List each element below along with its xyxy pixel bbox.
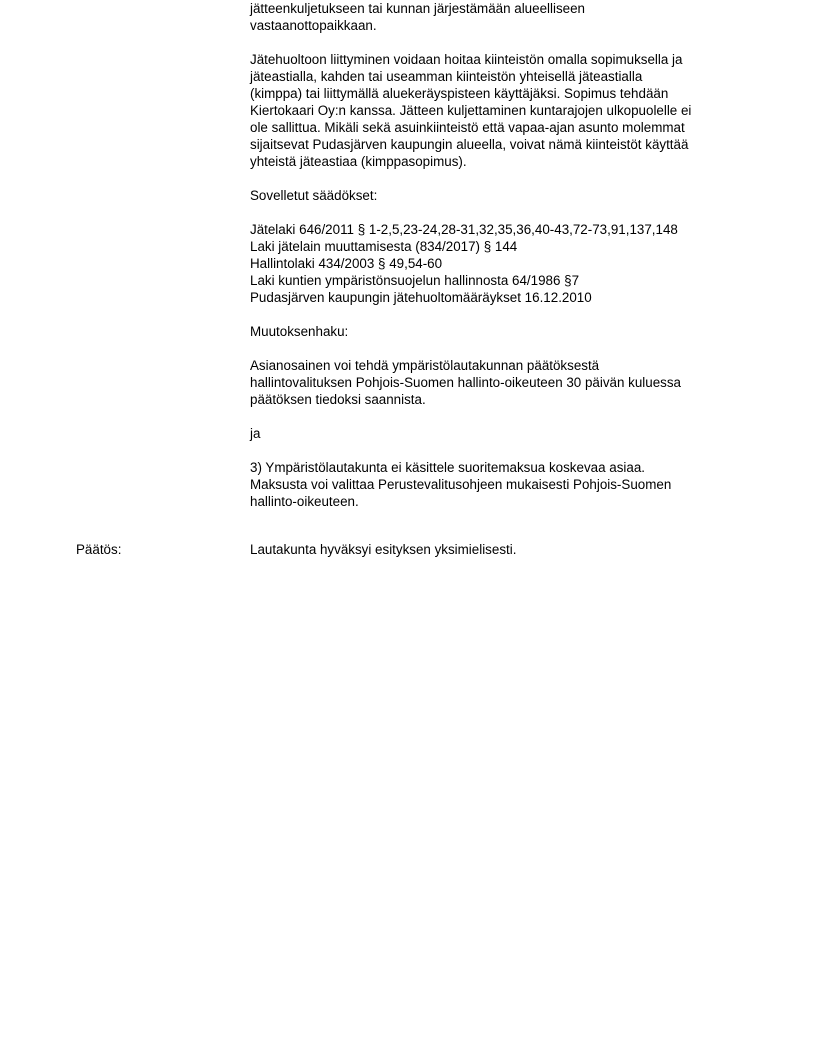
decision-text: Lautakunta hyväksyi esityksen yksimielisesti. [250, 542, 517, 557]
text-line: Asianosainen voi tehdä ympäristölautakunnan päätöksestä [250, 358, 600, 373]
text-line: Kiertokaari Oy:n kanssa. Jätteen kuljettaminen kuntarajojen ulkopuolelle ei [250, 103, 692, 118]
law-item: Hallintolaki 434/2003 § 49,54-60 [250, 256, 443, 271]
intro-tail-paragraph [250, 0, 750, 34]
text-line: vastaanottopaikkaan. [250, 18, 377, 33]
applied-laws-list [250, 221, 750, 306]
appeal-heading: Muutoksenhaku: [250, 324, 349, 339]
text-line: hallinto-oikeuteen. [250, 494, 359, 509]
law-item: Laki jätelain muuttamisesta (834/2017) § 144 [250, 239, 518, 254]
document-body [250, 0, 750, 510]
text-line: Maksusta voi valittaa Perustevalitusohjeen mukaisesti Pohjois-Suomen [250, 477, 672, 492]
text-line: 3) Ympäristölautakunta ei käsittele suoritemaksua koskevaa asiaa. [250, 460, 645, 475]
text-line: jätteenkuljetukseen tai kunnan järjestämään alueelliseen [250, 1, 585, 16]
decision-label: Päätös: [76, 542, 122, 557]
text-line: jäteastialla, kahden tai useamman kiinteistön yhteisellä jäteastialla [250, 69, 643, 84]
text-line: (kimppa) tai liittymällä aluekeräyspisteen käyttäjäksi. Sopimus tehdään [250, 86, 669, 101]
joining-paragraph [250, 51, 750, 170]
law-item: Laki kuntien ympäristönsuojelun hallinnosta 64/1986 §7 [250, 273, 580, 288]
conjunction-text: ja [250, 426, 261, 441]
text-line: päätöksen tiedoksi saannista. [250, 392, 426, 407]
law-item: Pudasjärven kaupungin jätehuoltomääräykset 16.12.2010 [250, 290, 592, 305]
appeal-paragraph [250, 357, 750, 408]
law-item: Jätelaki 646/2011 § 1-2,5,23-24,28-31,32,35,36,40-43,72-73,91,137,148 [250, 222, 678, 237]
point-three-paragraph [250, 459, 750, 510]
applied-laws-heading: Sovelletut säädökset: [250, 188, 378, 203]
text-line: hallintovalituksen Pohjois-Suomen hallinto-oikeuteen 30 päivän kuluessa [250, 375, 682, 390]
text-line: yhteistä jäteastiaa (kimppasopimus). [250, 154, 467, 169]
text-line: Jätehuoltoon liittyminen voidaan hoitaa kiinteistön omalla sopimuksella ja [250, 52, 683, 67]
text-line: sijaitsevat Pudasjärven kaupungin alueella, voivat nämä kiinteistöt käyttää [250, 137, 689, 152]
text-line: ole sallittua. Mikäli sekä asuinkiinteistö että vapaa-ajan asunto molemmat [250, 120, 685, 135]
